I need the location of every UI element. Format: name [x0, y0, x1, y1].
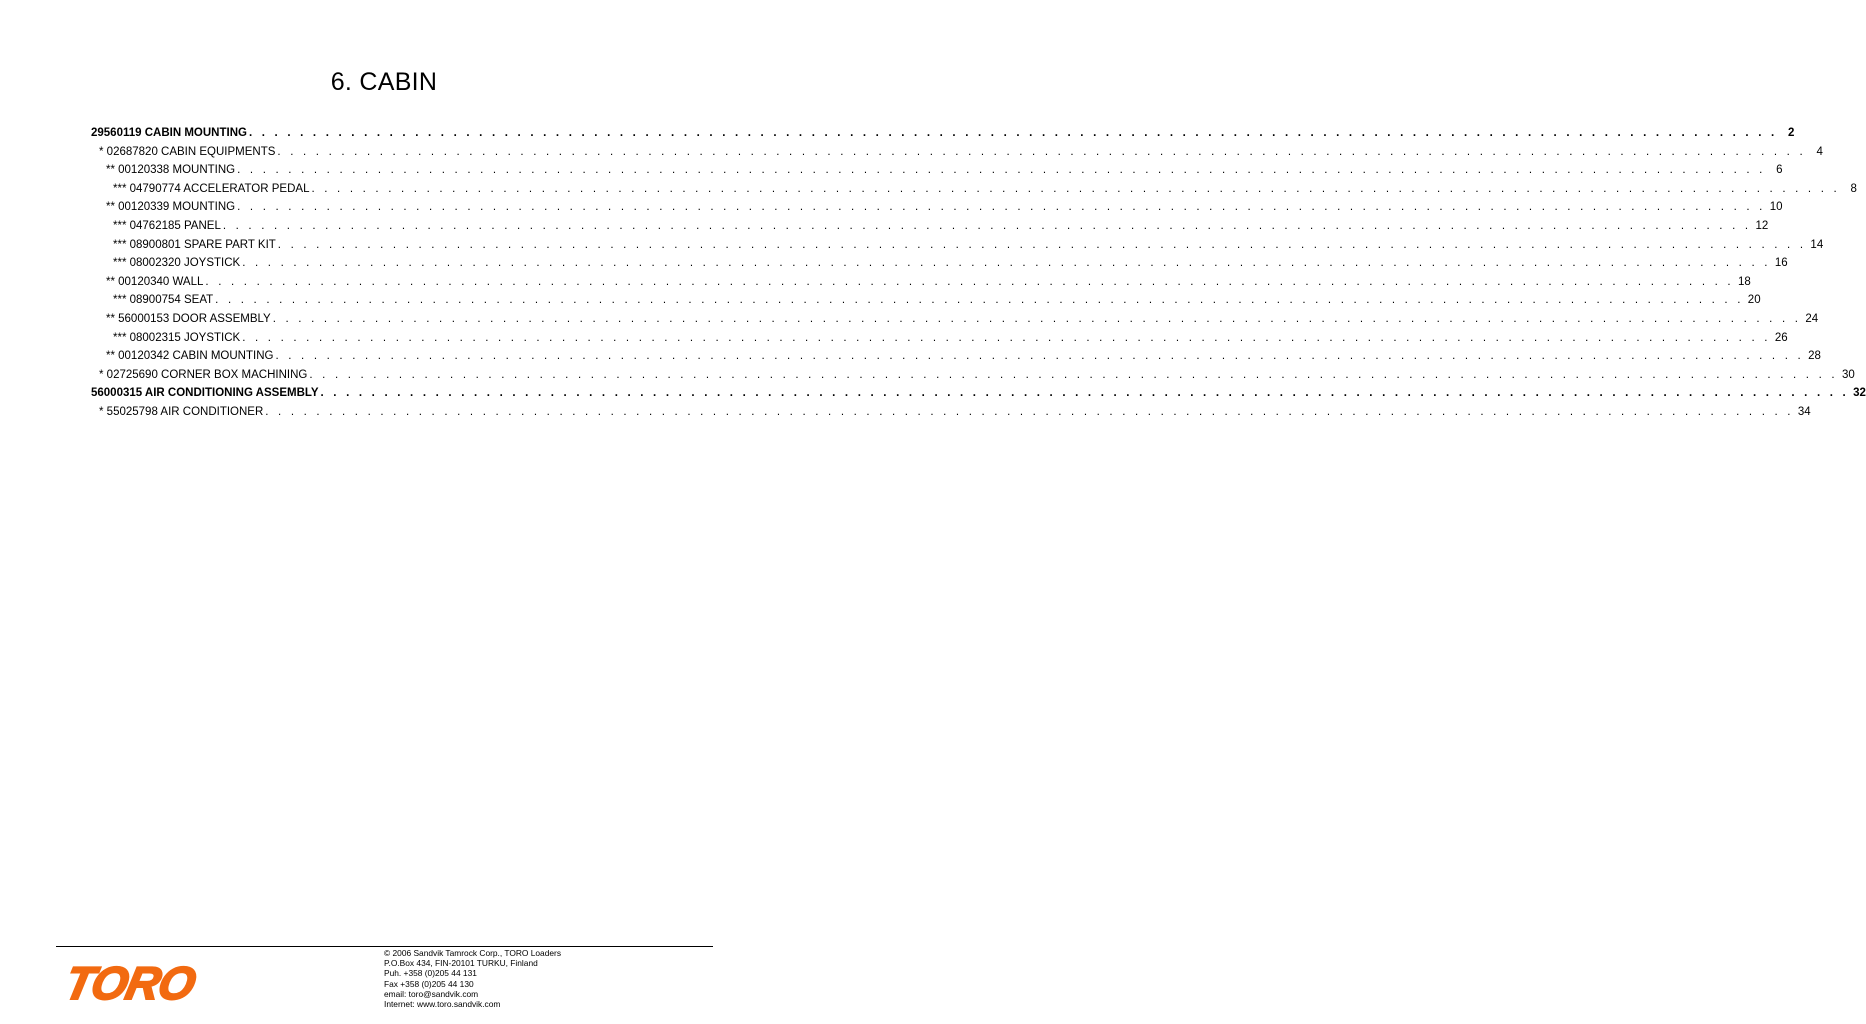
dot-leader: . . . . . . . . . . . . . . . . . . . . . . . . . . . . . . . . . . . . . . . . . . . . . . . . . . . . . . . . . . . . . . . . . . . . . . . . . . . . . . . . . . . . . . . . . . . . . . . . . . . . . . . . . . . . . . . . . . . . . . . .	[309, 368, 1838, 381]
toc-page-number: 28	[1808, 350, 1821, 363]
toc-page-number: 10	[1769, 201, 1783, 214]
contact-line: Puh. +358 (0)205 44 131	[384, 968, 477, 979]
dot-leader: . . . . . . . . . . . . . . . . . . . . . . . . . . . . . . . . . . . . . . . . . . . . . . . . . . . . . . . . . . . . . . . . . . . . . . . . . . . . . . . . . . . . . . . . . . . . . . . . . . . . . . . . . . . . . . . . . . . . . . . .	[275, 350, 1804, 363]
dot-leader: . . . . . . . . . . . . . . . . . . . . . . . . . . . . . . . . . . . . . . . . . . . . . . . . . . . . . . . . . . . . . . . . . . . . . . . . . . . . . . . . . . . . . . . . . . . . . . . . . . . . . . . . . . . . . . . . . . . . . . . .	[248, 127, 1778, 139]
dot-leader: . . . . . . . . . . . . . . . . . . . . . . . . . . . . . . . . . . . . . . . . . . . . . . . . . . . . . . . . . . . . . . . . . . . . . . . . . . . . . . . . . . . . . . . . . . . . . . . . . . . . . . . . . . . . . . . . . . . . . . . .	[237, 164, 1766, 177]
toc-page-number: 32	[1853, 387, 1866, 400]
page-title: 6. CABIN	[330, 68, 438, 96]
toc-entry-label: * 55025798 AIR CONDITIONER	[99, 405, 264, 418]
toc-page-number: 26	[1774, 331, 1788, 344]
toc-page-number: 16	[1774, 257, 1788, 270]
toc-page-number: 30	[1841, 368, 1855, 381]
toro-logo	[58, 955, 238, 1009]
toc-row[interactable]	[91, 124, 1795, 143]
toc-entry-label: *** 08900754 SEAT	[113, 294, 214, 307]
contact-line: P.O.Box 434, FIN-20101 TURKU, Finland	[384, 958, 538, 969]
dot-leader: . . . . . . . . . . . . . . . . . . . . . . . . . . . . . . . . . . . . . . . . . . . . . . . . . . . . . . . . . . . . . . . . . . . . . . . . . . . . . . . . . . . . . . . . . . . . . . . . . . . . . . . . . . . . . . . . . . . . . . . .	[320, 387, 1849, 400]
toc-entry-label: * 02725690 CORNER BOX MACHINING	[99, 368, 308, 381]
toc-row[interactable]	[91, 161, 1783, 180]
toc-page-number: 24	[1805, 312, 1819, 325]
dot-leader: . . . . . . . . . . . . . . . . . . . . . . . . . . . . . . . . . . . . . . . . . . . . . . . . . . . . . . . . . . . . . . . . . . . . . . . . . . . . . . . . . . . . . . . . . . . . . . . . . . . . . . . . . . . . . . . . . . . . . . . .	[242, 257, 1771, 270]
contact-info	[384, 948, 714, 1009]
dot-leader: . . . . . . . . . . . . . . . . . . . . . . . . . . . . . . . . . . . . . . . . . . . . . . . . . . . . . . . . . . . . . . . . . . . . . . . . . . . . . . . . . . . . . . . . . . . . . . . . . . . . . . . . . . . . . . . . . . . . . . . .	[277, 238, 1807, 251]
toc-row[interactable]	[91, 180, 1857, 199]
toc-row[interactable]	[91, 217, 1769, 236]
dot-leader: . . . . . . . . . . . . . . . . . . . . . . . . . . . . . . . . . . . . . . . . . . . . . . . . . . . . . . . . . . . . . . . . . . . . . . . . . . . . . . . . . . . . . . . . . . . . . . . . . . . . . . . . . . . . . . . . . . . . . . . .	[311, 182, 1840, 195]
toc-row[interactable]	[91, 254, 1788, 273]
toc-row[interactable]	[91, 143, 1823, 162]
dot-leader: . . . . . . . . . . . . . . . . . . . . . . . . . . . . . . . . . . . . . . . . . . . . . . . . . . . . . . . . . . . . . . . . . . . . . . . . . . . . . . . . . . . . . . . . . . . . . . . . . . . . . . . . . . . . . . . . . . . . . . . .	[215, 294, 1744, 307]
toc-page-number: 34	[1797, 405, 1811, 418]
toc-entry-label: ** 56000153 DOOR ASSEMBLY	[106, 312, 271, 325]
toc-entry-label: *** 04790774 ACCELERATOR PEDAL	[113, 182, 310, 195]
footer-divider	[56, 946, 713, 947]
toc-row[interactable]	[91, 366, 1855, 385]
toc-page-number: 12	[1755, 219, 1769, 232]
toc-entry-label: 29560119 CABIN MOUNTING	[91, 127, 247, 139]
toc-entry-label: ** 00120340 WALL	[106, 275, 204, 288]
dot-leader: . . . . . . . . . . . . . . . . . . . . . . . . . . . . . . . . . . . . . . . . . . . . . . . . . . . . . . . . . . . . . . . . . . . . . . . . . . . . . . . . . . . . . . . . . . . . . . . . . . . . . . . . . . . . . . . . . . . . . . . .	[222, 219, 1752, 232]
toc-page-number: 4	[1816, 145, 1823, 158]
toc-row[interactable]	[91, 329, 1788, 348]
toc-page-number: 2	[1787, 127, 1795, 139]
svg-text:TORO: TORO	[60, 957, 200, 1009]
dot-leader: . . . . . . . . . . . . . . . . . . . . . . . . . . . . . . . . . . . . . . . . . . . . . . . . . . . . . . . . . . . . . . . . . . . . . . . . . . . . . . . . . . . . . . . . . . . . . . . . . . . . . . . . . . . . . . . . . . . . . . . .	[242, 331, 1771, 344]
dot-leader: . . . . . . . . . . . . . . . . . . . . . . . . . . . . . . . . . . . . . . . . . . . . . . . . . . . . . . . . . . . . . . . . . . . . . . . . . . . . . . . . . . . . . . . . . . . . . . . . . . . . . . . . . . . . . . . . . . . . . . . .	[265, 405, 1794, 418]
toc-entry-label: *** 08002315 JOYSTICK	[113, 331, 241, 344]
dot-leader: . . . . . . . . . . . . . . . . . . . . . . . . . . . . . . . . . . . . . . . . . . . . . . . . . . . . . . . . . . . . . . . . . . . . . . . . . . . . . . . . . . . . . . . . . . . . . . . . . . . . . . . . . . . . . . . . . . . . . . . .	[272, 312, 1802, 325]
toc-entry-label: ** 00120338 MOUNTING	[106, 164, 236, 177]
toc-page-number: 6	[1776, 164, 1783, 177]
toc-page-number: 18	[1738, 275, 1751, 288]
contact-line: Fax +358 (0)205 44 130	[384, 978, 474, 989]
toc-entry-label: * 02687820 CABIN EQUIPMENTS	[99, 145, 276, 158]
toc-entry-label: ** 00120339 MOUNTING	[106, 201, 236, 214]
toc-row[interactable]	[91, 236, 1824, 255]
contact-line: © 2006 Sandvik Tamrock Corp., TORO Loaders	[384, 948, 562, 958]
dot-leader: . . . . . . . . . . . . . . . . . . . . . . . . . . . . . . . . . . . . . . . . . . . . . . . . . . . . . . . . . . . . . . . . . . . . . . . . . . . . . . . . . . . . . . . . . . . . . . . . . . . . . . . . . . . . . . . . . . . . . . . .	[237, 201, 1766, 214]
contact-line: Internet: www.toro.sandvik.com	[384, 999, 501, 1010]
toc-page-number: 20	[1747, 294, 1761, 307]
toc-page-number: 8	[1850, 182, 1857, 195]
toc-row[interactable]	[91, 347, 1821, 366]
toc-row[interactable]	[91, 384, 1866, 403]
toc-row[interactable]	[91, 273, 1751, 292]
toc-page-number: 14	[1810, 238, 1824, 251]
toc-row[interactable]	[91, 310, 1819, 329]
toc-row[interactable]	[91, 291, 1761, 310]
toc-entry-label: *** 04762185 PANEL	[113, 219, 221, 232]
toc-row[interactable]	[91, 403, 1811, 422]
toc-entry-label: *** 08002320 JOYSTICK	[113, 257, 241, 270]
table-of-contents	[91, 124, 1866, 422]
toc-entry-label: 56000315 AIR CONDITIONING ASSEMBLY	[91, 387, 319, 400]
dot-leader: . . . . . . . . . . . . . . . . . . . . . . . . . . . . . . . . . . . . . . . . . . . . . . . . . . . . . . . . . . . . . . . . . . . . . . . . . . . . . . . . . . . . . . . . . . . . . . . . . . . . . . . . . . . . . . . . . . . . . . . .	[277, 145, 1806, 158]
dot-leader: . . . . . . . . . . . . . . . . . . . . . . . . . . . . . . . . . . . . . . . . . . . . . . . . . . . . . . . . . . . . . . . . . . . . . . . . . . . . . . . . . . . . . . . . . . . . . . . . . . . . . . . . . . . . . . . . . . . . . . . .	[205, 275, 1734, 288]
contact-line: email: toro@sandvik.com	[384, 988, 479, 999]
toc-entry-label: *** 08900801 SPARE PART KIT	[113, 238, 276, 251]
toc-entry-label: ** 00120342 CABIN MOUNTING	[106, 350, 274, 363]
toc-row[interactable]	[91, 198, 1783, 217]
